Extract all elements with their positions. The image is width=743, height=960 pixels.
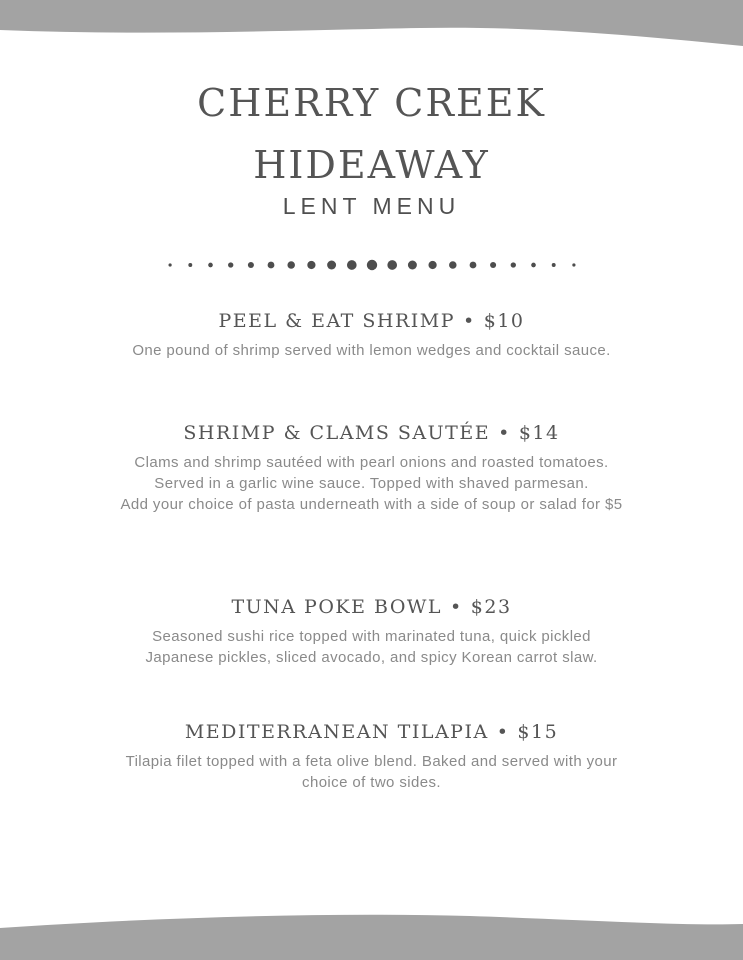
- menu-item-price: $10: [483, 310, 525, 332]
- divider-dot: [347, 260, 357, 270]
- divider-dot: [490, 262, 496, 268]
- divider-dot: [470, 262, 477, 269]
- menu-item-heading: [120, 720, 623, 744]
- menu-item-description-text: Tilapia filet topped with a feta olive blend. Baked and served with your choice of two sides.: [125, 753, 618, 791]
- menu-item-mediterranean-tilapia: [120, 720, 623, 793]
- bullet-separator: •: [450, 596, 463, 618]
- divider-dot: [367, 260, 377, 270]
- menu-item-description-text: Seasoned sushi rice topped with marinated tuna, quick pickled Japanese pickles, sliced avocado, and spicy Korean carrot slaw.: [145, 628, 598, 666]
- menu-item-heading: [120, 421, 623, 445]
- divider-dot: [428, 261, 436, 269]
- divider-dot: [387, 260, 397, 270]
- menu-item-name: TUNA POKE BOWL: [231, 596, 443, 618]
- menu-item-price: $15: [517, 721, 559, 743]
- menu-item-add-on-note: Add your choice of pasta underneath with a side of soup or salad for $5: [120, 496, 623, 513]
- divider-dot: [228, 262, 233, 267]
- title-line-2: HIDEAWAY: [253, 143, 490, 187]
- divider-dot: [268, 262, 275, 269]
- menu-item-description-text: Clams and shrimp sautéed with pearl onions and roasted tomatoes. Served in a garlic wine sauce. Topped with shaved parmesan.: [134, 454, 609, 492]
- top-wave-band: [0, 0, 743, 52]
- bullet-separator: •: [498, 422, 511, 444]
- divider-dot: [552, 263, 556, 267]
- menu-item-description: [120, 751, 623, 793]
- menu-item-name: PEEL & EAT SHRIMP: [218, 310, 456, 332]
- menu-item-peel-eat-shrimp: [120, 309, 623, 361]
- divider-dot: [511, 262, 516, 267]
- divider-dot: [248, 262, 254, 268]
- menu-item-tuna-poke-bowl: [120, 595, 623, 668]
- menu-item-description-text: One pound of shrimp served with lemon wedges and cocktail sauce.: [132, 342, 611, 359]
- menu-subtitle: LENT MENU: [282, 193, 461, 219]
- divider-dot: [188, 263, 192, 267]
- divider-dot: [169, 263, 172, 266]
- menu-item-price: $23: [470, 596, 512, 618]
- divider-dot: [531, 263, 536, 268]
- menu-item-shrimp-clams-sautee: [120, 421, 623, 515]
- menu-item-heading: [120, 595, 623, 619]
- divider-dot: [307, 261, 315, 269]
- menu-item-description: [120, 626, 623, 668]
- divider-dot: [287, 261, 295, 269]
- menu-item-heading: [120, 309, 623, 333]
- bullet-separator: •: [463, 310, 476, 332]
- divider-dot: [327, 261, 336, 270]
- menu-item-price: $14: [518, 422, 560, 444]
- divider-dot: [408, 261, 417, 270]
- menu-item-description: [120, 340, 623, 361]
- menu-item-description: [120, 452, 623, 515]
- menu-item-name: SHRIMP & CLAMS SAUTÉE: [183, 422, 491, 444]
- divider-dot: [208, 263, 213, 268]
- bottom-wave-band: [0, 910, 743, 960]
- restaurant-title: [0, 72, 743, 196]
- divider-dot: [449, 261, 457, 269]
- dotted-divider-icon: [160, 254, 584, 276]
- title-line-1: CHERRY CREEK: [197, 81, 546, 125]
- divider-dot: [572, 263, 575, 266]
- bullet-separator: •: [496, 721, 510, 743]
- menu-item-name: MEDITERRANEAN TILAPIA: [184, 721, 489, 743]
